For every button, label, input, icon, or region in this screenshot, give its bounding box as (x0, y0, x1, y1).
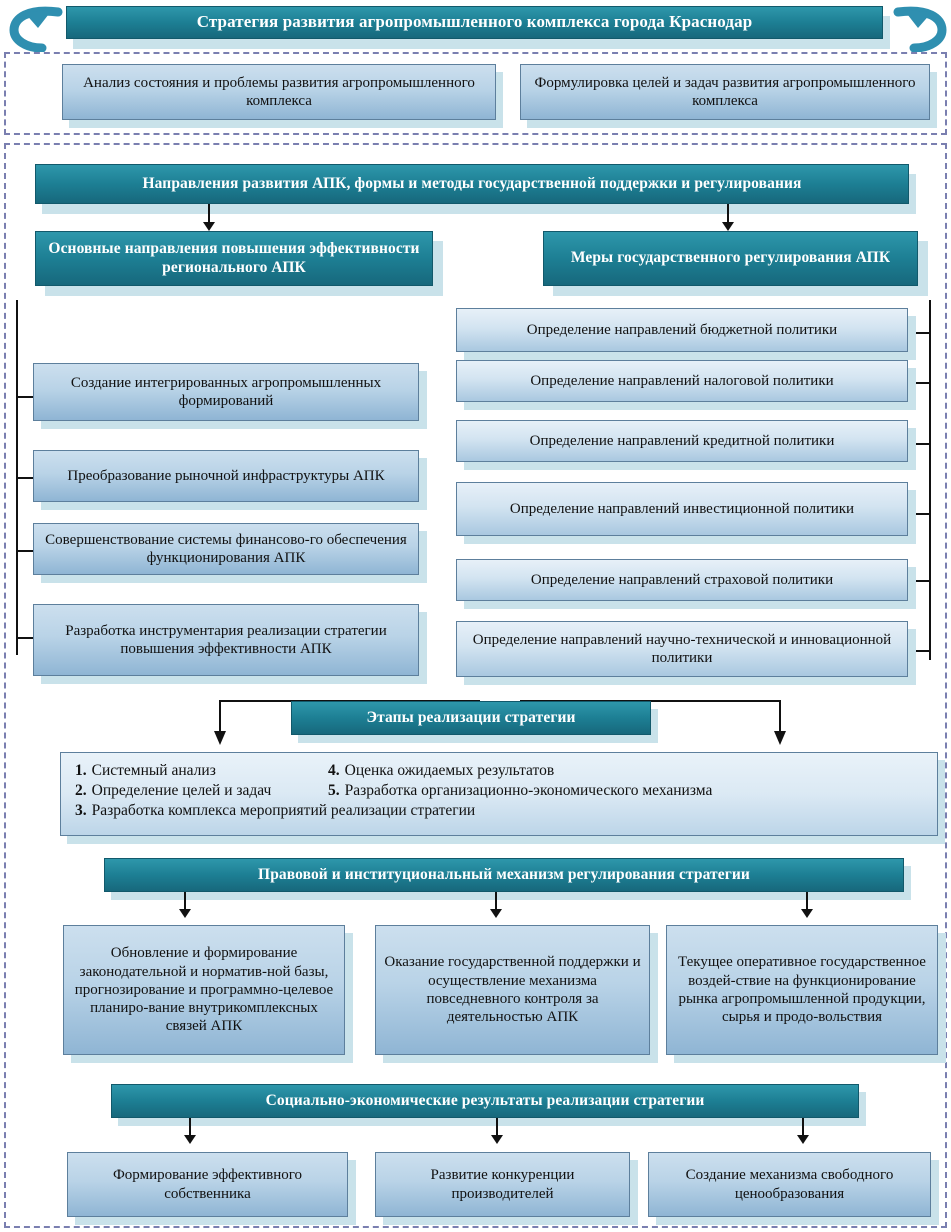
stages-header: Этапы реализации стратегии (291, 701, 651, 735)
dashed-frame-main (4, 143, 947, 1228)
right-col-spine (929, 300, 931, 660)
legal-arrow-1 (179, 909, 191, 918)
left-item-3: Совершенствование системы финансово-го обеспечения функционирования АПК (33, 523, 419, 575)
stage-row (75, 802, 923, 820)
left-item-1: Создание интегрированных агропромышленных формирований (33, 363, 419, 421)
left-item-3-link (16, 550, 34, 552)
legal-box-2: Оказание государственной поддержки и осуществление механизма повседневного контроля за деятельностью АПК (375, 925, 650, 1055)
directions-header: Направления развития АПК, формы и методы государственной поддержки и регулирования (35, 164, 909, 204)
stages-list (60, 752, 938, 836)
stage-number: 5. (328, 782, 340, 799)
result-box-2: Развитие конкуренции производителей (375, 1152, 630, 1217)
stage-row (75, 762, 923, 780)
stage-number: 4. (328, 762, 340, 779)
stage-text: Оценка ожидаемых результатов (344, 762, 555, 779)
right-curved-arrow-icon (890, 6, 948, 52)
connector-to-right-col (727, 204, 729, 224)
left-item-2: Преобразование рыночной инфраструктуры АПК (33, 450, 419, 502)
stage-number: 3. (75, 802, 87, 819)
result-box-3: Создание механизма свободного ценообразования (648, 1152, 931, 1217)
stage-row (75, 782, 923, 800)
results-arrow-2 (491, 1135, 503, 1144)
legal-arrow-2 (490, 909, 502, 918)
goals-box: Формулировка целей и задач развития агропромышленного комплекса (520, 64, 930, 120)
connector-to-left-col (208, 204, 210, 224)
left-item-1-link (16, 396, 34, 398)
stage-number: 1. (75, 762, 87, 779)
right-item-5: Определение направлений страховой политики (456, 559, 908, 601)
analysis-box: Анализ состояния и проблемы развития агропромышленного комплекса (62, 64, 496, 120)
arrow-to-right-col (722, 222, 734, 231)
right-item-4: Определение направлений инвестиционной политики (456, 482, 908, 536)
legal-box-3: Текущее оперативное государственное воздей-ствие на функционирование рынка агропромышленной продукции, сырья и продо-вольствия (666, 925, 938, 1055)
stage-text: Системный анализ (91, 762, 216, 779)
results-header: Социально-экономические результаты реализации стратегии (111, 1084, 859, 1118)
left-item-2-link (16, 477, 34, 479)
right-item-6: Определение направлений научно-технической и инновационной политики (456, 621, 908, 677)
legal-box-1: Обновление и формирование законодательной и норматив-ной базы, прогнозирование и программно-целевое планиро-вание внутрикомплексных связей АПК (63, 925, 345, 1055)
stage-text: Разработка организационно-экономического механизма (344, 782, 713, 799)
results-arrow-3 (797, 1135, 809, 1144)
stage-text: Определение целей и задач (91, 782, 272, 799)
right-item-3: Определение направлений кредитной политики (456, 420, 908, 462)
left-item-4: Разработка инструментария реализации стратегии повышения эффективности АПК (33, 604, 419, 676)
results-arrow-1 (184, 1135, 196, 1144)
stage-number: 2. (75, 782, 87, 799)
left-curved-arrow-icon (8, 6, 66, 52)
right-column-header: Меры государственного регулирования АПК (543, 231, 918, 286)
legal-arrow-3 (801, 909, 813, 918)
stage-text: Разработка комплекса мероприятий реализации стратегии (91, 802, 476, 819)
result-box-1: Формирование эффективного собственника (67, 1152, 348, 1217)
left-column-header: Основные направления повышения эффективности регионального АПК (35, 231, 433, 286)
legal-header: Правовой и институциональный механизм регулирования стратегии (104, 858, 904, 892)
left-item-4-link (16, 637, 34, 639)
right-item-2: Определение направлений налоговой политики (456, 360, 908, 402)
diagram-title: Стратегия развития агропромышленного комплекса города Краснодар (66, 6, 883, 39)
right-item-1: Определение направлений бюджетной политики (456, 308, 908, 352)
arrow-to-left-col (203, 222, 215, 231)
